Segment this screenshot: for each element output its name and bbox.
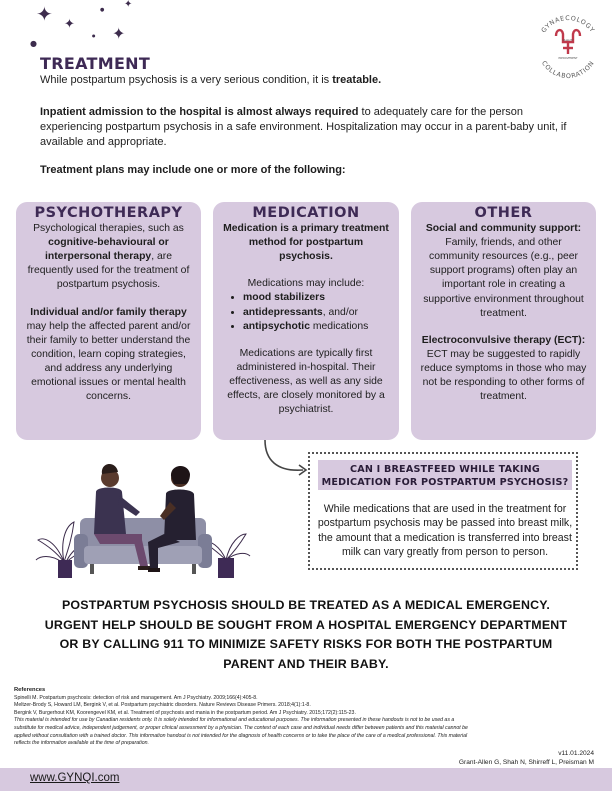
reference-item: Bergink V, Burgerhout KM, Koorengevel KM, et al. Treatment of psychosis and mania in the postpartum period. Am J Psychiatry. 2015;172(2):115-23. xyxy=(14,709,356,716)
uterus-icon xyxy=(556,30,580,54)
other-title: OTHER xyxy=(474,205,533,221)
other-social xyxy=(419,222,588,321)
other-card xyxy=(411,202,596,440)
svg-text:GYNAECOLOGY xyxy=(540,15,595,34)
callout-question: CAN I BREASTFEED WHILE TAKING MEDICATION FOR POSTPARTUM PSYCHOSIS? xyxy=(318,460,572,490)
dot-icon: ● xyxy=(30,39,37,48)
sparkle-icon: ✦ xyxy=(36,2,53,26)
psychotherapy-p1-bold: cognitive-behavioural or interpersonal therapy xyxy=(44,237,169,263)
medication-title: MEDICATION xyxy=(252,205,360,221)
sofa-leg xyxy=(192,564,196,574)
psychotherapy-p1-end: , are frequently used for the treatment of postpartum psychosis. xyxy=(27,251,190,291)
dot-icon: ● xyxy=(100,7,105,13)
sparkle-icon: ✦ xyxy=(64,17,75,32)
other-ect-text: ECT may be suggested to rapidly reduce symptoms in those who may not be responding to other forms of treatment. xyxy=(420,348,587,403)
list-item-bold: antipsychotic xyxy=(243,320,310,332)
inpatient-bold: Inpatient admission to the hospital is almost always required xyxy=(40,106,359,118)
logo-bottom-text: COLLABORATION xyxy=(540,59,596,81)
psychotherapy-p2-text: may help the affected parent and/or their family to better understand the condition, learn coping strategies, and address any underlying emotional issues or mental health concerns. xyxy=(26,320,191,403)
breastfeeding-callout xyxy=(308,452,578,570)
plant-pot-left xyxy=(58,560,72,578)
intro-paragraph xyxy=(40,73,585,88)
dot-icon: ● xyxy=(92,33,96,38)
medication-primary xyxy=(221,222,391,264)
inpatient-paragraph xyxy=(40,105,585,149)
authors: Grant-Allen G, Shah N, Shirreff L, Preisman M xyxy=(458,759,594,766)
plant-pot-right xyxy=(218,558,234,578)
psychotherapy-p1-text: Psychological therapies, such as xyxy=(33,223,184,235)
emergency-statement: POSTPARTUM PSYCHOSIS SHOULD BE TREATED AS A MEDICAL EMERGENCY. URGENT HELP SHOULD BE SOUGHT FROM A HOSPITAL EMERGENCY DEPARTMENT OR BY CALLING 911 TO MINIMIZE SAFETY RISKS FOR BOTH THE POSTPARTUM PARENT AND THEIR BABY. xyxy=(44,598,568,671)
logo-improvement-text: IMPROVEMENT xyxy=(558,57,578,60)
references-section xyxy=(14,687,474,748)
medication-closing: Medications are typically first administered in-hospital. Their effectiveness, as well as any side effects, are closely monitored by a psychiatrist. xyxy=(227,347,385,416)
logo-quality-text: QUALITY xyxy=(562,39,574,42)
psychotherapy-p2 xyxy=(24,306,193,405)
list-item xyxy=(243,306,391,320)
sparkle-icon: ✦ xyxy=(124,0,133,10)
disclaimer: This material is intended for use by Canadian residents only. It is solely intended for informational and educational purposes. The information presented in these handouts is not to be used as a substitute for medical advice, independent judgement, or proper clinical assessment by a physician. The context of each case and individual needs differ between patients and this material cannot be applied without consultation with a trained doctor. This information handout is not intended for the diagnosis of health concerns or to take the place of the care of a medical professional. This material reflects the information available at the time of preparation. xyxy=(14,717,468,747)
other-social-bold: Social and community support: xyxy=(425,223,582,235)
list-item xyxy=(243,320,391,334)
psychotherapy-card xyxy=(16,202,201,440)
psychotherapy-p2-bold: Individual and/or family therapy xyxy=(30,306,187,318)
other-social-text: Family, friends, and other community resources (e.g., peer support programs) often play an important role in creating a supportive environment throughout treatment. xyxy=(423,237,584,319)
footer-bar xyxy=(0,768,612,791)
inpatient-text: to adequately care for the person experiencing postpartum psychosis in a safe environment. Hospitalization may occur in a parent-baby unit, if available and appropriate. xyxy=(40,106,567,148)
other-ect xyxy=(419,334,588,404)
intro-bold: treatable. xyxy=(332,74,382,86)
logo-top-text: GYNAECOLOGY xyxy=(540,14,596,35)
list-item-rest: medications xyxy=(309,320,369,332)
callout-answer: While medications that are used in the treatment for postpartum psychosis may be passed into breast milk, the amount that a medication is transferred into breast milk can vary greatly from person to person. xyxy=(317,503,573,558)
list-item-rest: , and/or xyxy=(322,306,358,318)
version-number: v11.01.2024 xyxy=(558,750,594,757)
medication-may-include: Medications may include: xyxy=(247,278,365,290)
sparkle-icon: ✦ xyxy=(112,24,126,43)
list-item-bold: antidepressants xyxy=(243,306,323,318)
page-title: TREATMENT xyxy=(40,54,151,73)
references-heading: References xyxy=(14,687,46,693)
medication-card xyxy=(213,202,399,440)
sofa-leg xyxy=(90,564,94,574)
psychotherapy-p1 xyxy=(24,222,193,292)
website-link[interactable]: www.GYNQI.com xyxy=(30,772,120,784)
intro-text: While postpartum psychosis is a very serious condition, it is xyxy=(40,74,333,86)
list-item-bold: mood stabilizers xyxy=(243,292,325,304)
other-ect-bold: Electroconvulsive therapy (ECT): xyxy=(421,334,586,346)
medication-list xyxy=(229,291,391,333)
list-item xyxy=(243,291,391,305)
two-women-talking-illustration xyxy=(30,442,255,582)
version-block xyxy=(459,749,594,767)
reference-item: Spinelli M. Postpartum psychosis: detection of risk and management. Am J Psychiatry. 2009;166(4):405-8. xyxy=(14,694,258,701)
plans-heading: Treatment plans may include one or more of the following: xyxy=(40,164,346,176)
reference-item: Meltzer-Brody S, Howard LM, Bergink V, et al. Postpartum psychiatric disorders. Nature Reviews Disease Primers. 2018;4(1):1-8. xyxy=(14,702,311,709)
medication-primary-bold: Medication is a primary treatment method for postpartum psychosis. xyxy=(223,223,389,263)
psychotherapy-title: PSYCHOTHERAPY xyxy=(34,205,183,221)
